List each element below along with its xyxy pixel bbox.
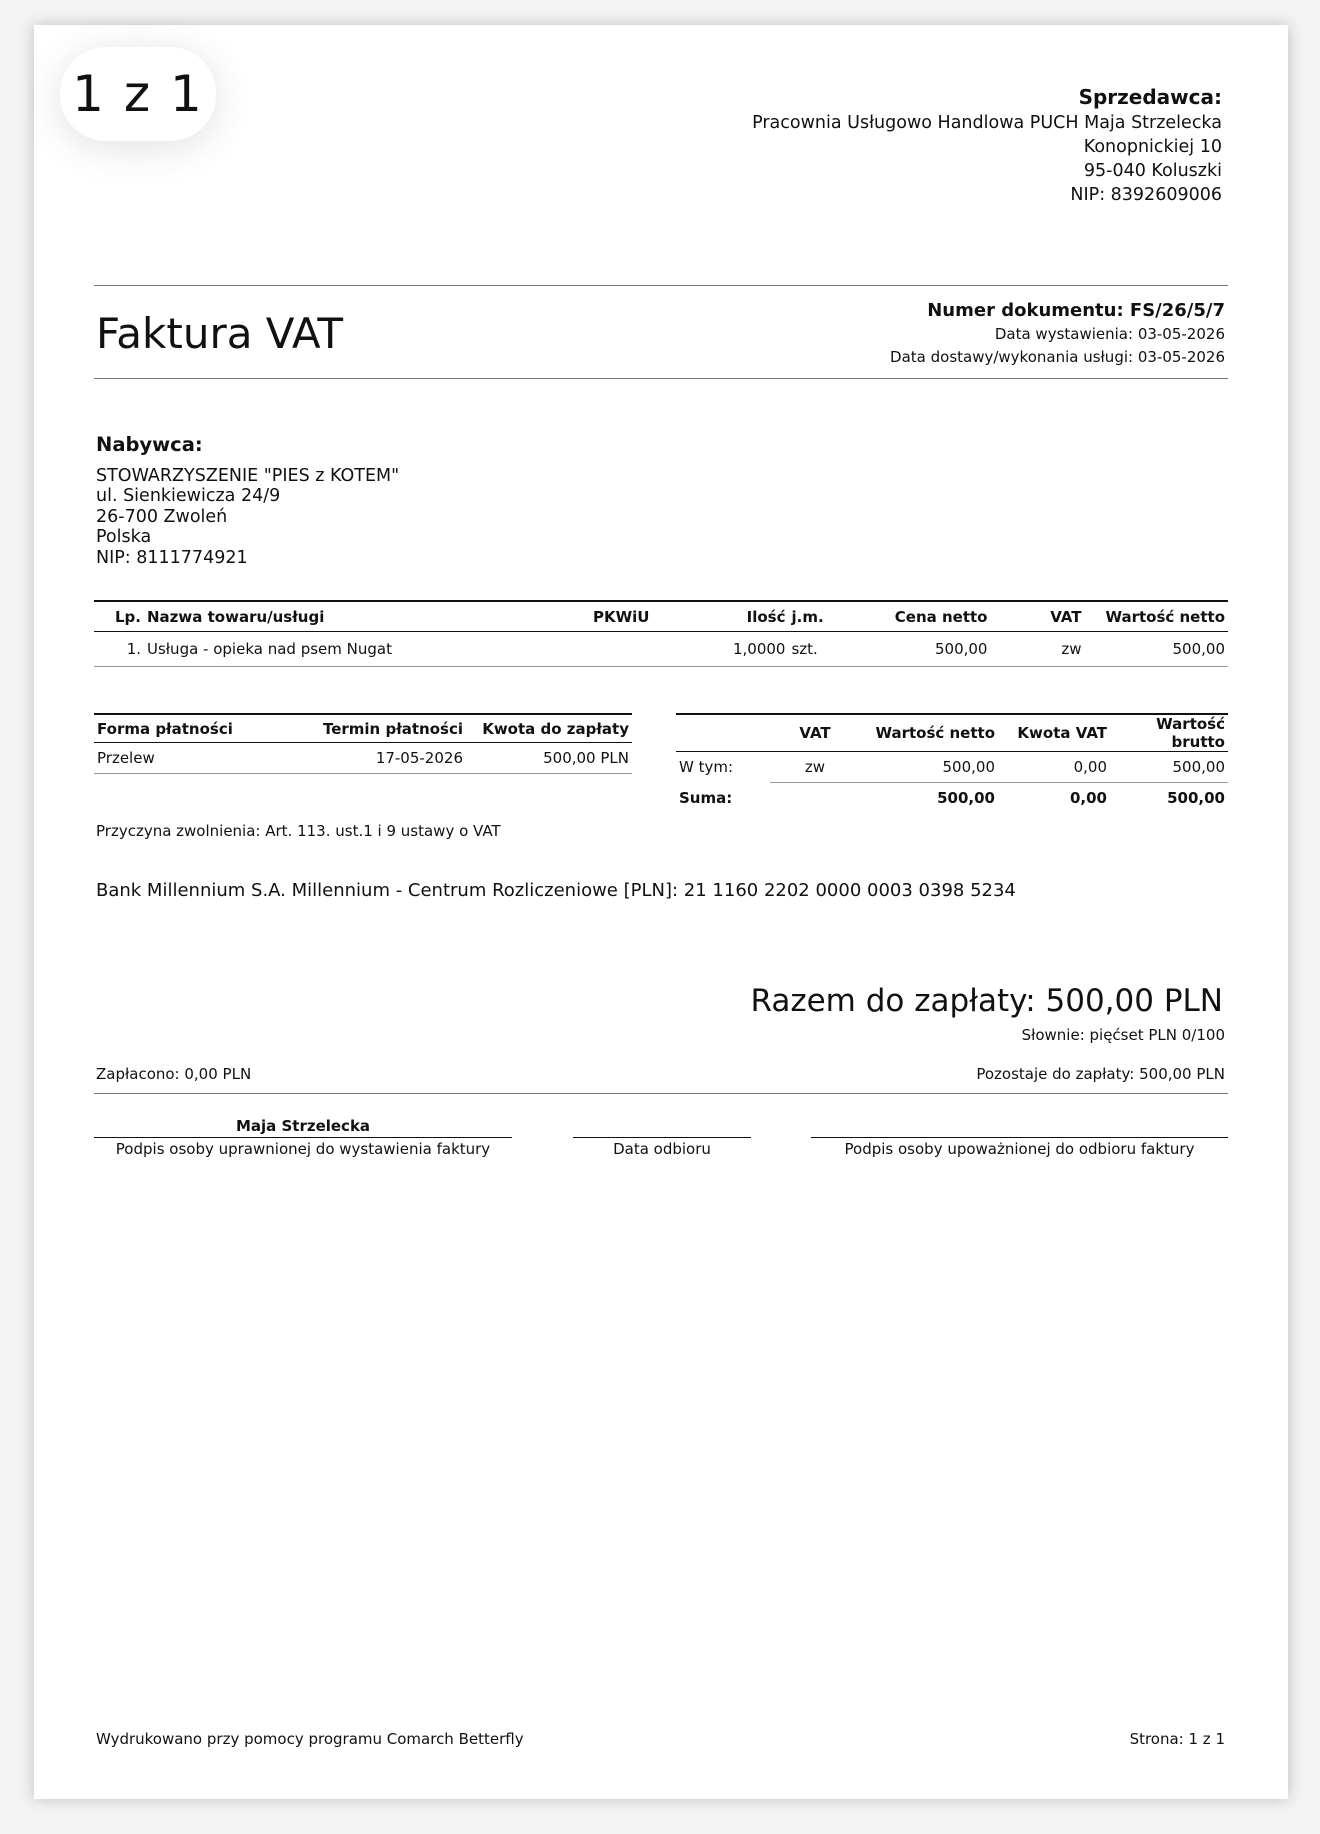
col-pkwiu: PKWiU [590, 601, 652, 632]
table-row [94, 743, 632, 774]
signature-spacer [811, 1115, 1228, 1137]
table-row [676, 783, 1228, 814]
item-name: Usługa - opieka nad psem Nugat [144, 632, 590, 667]
item-unit: szt. [788, 632, 844, 667]
divider [94, 285, 1228, 286]
bank-account: Bank Millennium S.A. Millennium - Centrum Rozliczeniowe [PLN]: 21 1160 2202 0000 0003 0398 5234 [96, 880, 1016, 901]
table-row [94, 632, 1228, 667]
payment-amount: 500,00 PLN [466, 743, 632, 774]
signature-spacer [573, 1115, 751, 1137]
payment-header-row [94, 714, 632, 743]
vat-sum-label: Suma: [679, 788, 733, 807]
seller-name: Pracownia Usługowo Handlowa PUCH Maja Strzelecka [752, 113, 1222, 133]
receiver-signature-caption: Podpis osoby upoważnionej do odbioru faktury [811, 1137, 1228, 1158]
seller-block [752, 83, 1222, 207]
item-lp: 1. [94, 632, 144, 667]
vat-row-gross: 500,00 [1110, 752, 1228, 783]
page-number-footer: Strona: 1 z 1 [1129, 1730, 1225, 1748]
issuer-signature-caption: Podpis osoby uprawnionej do wystawienia faktury [94, 1137, 512, 1158]
buyer-name: STOWARZYSZENIE "PIES z KOTEM" [96, 465, 400, 486]
item-value: 500,00 [1084, 632, 1228, 667]
delivery-date: Data dostawy/wykonania usługi: 03-05-2026 [890, 347, 1225, 366]
exemption-reason: Przyczyna zwolnienia: Art. 113. ust.1 i 9 ustawy o VAT [96, 822, 501, 840]
divider [94, 378, 1228, 379]
col-qty: Ilość [652, 601, 788, 632]
printed-by-footer: Wydrukowano przy pomocy programu Comarch Betterfly [96, 1730, 524, 1748]
vat-row-label: W tym: [679, 758, 734, 777]
buyer-street: ul. Sienkiewicza 24/9 [96, 486, 281, 506]
col-unit: j.m. [788, 601, 844, 632]
issuer-signature [94, 1115, 512, 1158]
page-counter-badge: 1 z 1 [60, 47, 216, 141]
remaining-amount: Pozostaje do zapłaty: 500,00 PLN [976, 1065, 1225, 1083]
col-vat-gross: Wartość brutto [1110, 714, 1228, 752]
paid-amount: Zapłacono: 0,00 PLN [96, 1065, 252, 1083]
document-number: Numer dokumentu: FS/26/5/7 [927, 300, 1225, 321]
item-price: 500,00 [844, 632, 990, 667]
vat-summary-table [676, 713, 1228, 813]
document-title: Faktura VAT [96, 309, 343, 358]
total-in-words: Słownie: pięćset PLN 0/100 [1021, 1026, 1225, 1044]
col-payment-due: Termin płatności [280, 714, 466, 743]
buyer-city: 26-700 Zwoleń [96, 506, 228, 527]
item-vat: zw [990, 632, 1084, 667]
col-payment-form: Forma płatności [94, 714, 280, 743]
buyer-block [96, 435, 399, 568]
col-vat-rate: VAT [770, 714, 860, 752]
receipt-date-caption: Data odbioru [573, 1137, 751, 1158]
col-vat-blank [676, 714, 770, 752]
col-lp: Lp. [94, 601, 144, 632]
col-price: Cena netto [844, 601, 990, 632]
payment-table [94, 713, 632, 774]
seller-heading: Sprzedawca: [1078, 85, 1222, 109]
table-row [676, 752, 1228, 783]
buyer-country: Polska [96, 527, 152, 547]
receiver-signature [811, 1115, 1228, 1158]
col-vat: VAT [990, 601, 1084, 632]
vat-row-net: 500,00 [860, 752, 998, 783]
total-to-pay: Razem do zapłaty: 500,00 PLN [750, 983, 1223, 1019]
col-name: Nazwa towaru/usługi [144, 601, 590, 632]
divider [94, 1093, 1228, 1094]
col-payment-amount: Kwota do zapłaty [466, 714, 632, 743]
vat-row-rate: zw [770, 752, 860, 783]
buyer-heading: Nabywca: [96, 433, 203, 456]
vat-header-row [676, 714, 1228, 752]
items-header-row [94, 601, 1228, 632]
col-vat-net: Wartość netto [860, 714, 998, 752]
vat-sum-gross: 500,00 [1167, 789, 1225, 807]
receipt-date-signature [573, 1115, 751, 1158]
seller-nip: NIP: 8392609006 [1070, 185, 1222, 205]
seller-city: 95-040 Koluszki [1083, 161, 1222, 181]
vat-sum-net: 500,00 [937, 789, 995, 807]
item-qty: 1,0000 [652, 632, 788, 667]
item-pkwiu [590, 632, 652, 667]
issuer-name: Maja Strzelecka [235, 1117, 371, 1135]
issue-date: Data wystawienia: 03-05-2026 [994, 325, 1225, 343]
col-vat-tax: Kwota VAT [998, 714, 1110, 752]
vat-sum-blank [770, 783, 860, 814]
invoice-page [34, 25, 1288, 1799]
vat-sum-tax: 0,00 [1069, 789, 1107, 807]
buyer-nip: NIP: 8111774921 [96, 547, 248, 568]
items-table [94, 600, 1228, 667]
payment-form: Przelew [94, 743, 280, 774]
col-value: Wartość netto [1084, 601, 1228, 632]
document-info [890, 298, 1225, 368]
seller-street: Konopnickiej 10 [1083, 137, 1222, 157]
vat-row-tax: 0,00 [998, 752, 1110, 783]
payment-due: 17-05-2026 [280, 743, 466, 774]
